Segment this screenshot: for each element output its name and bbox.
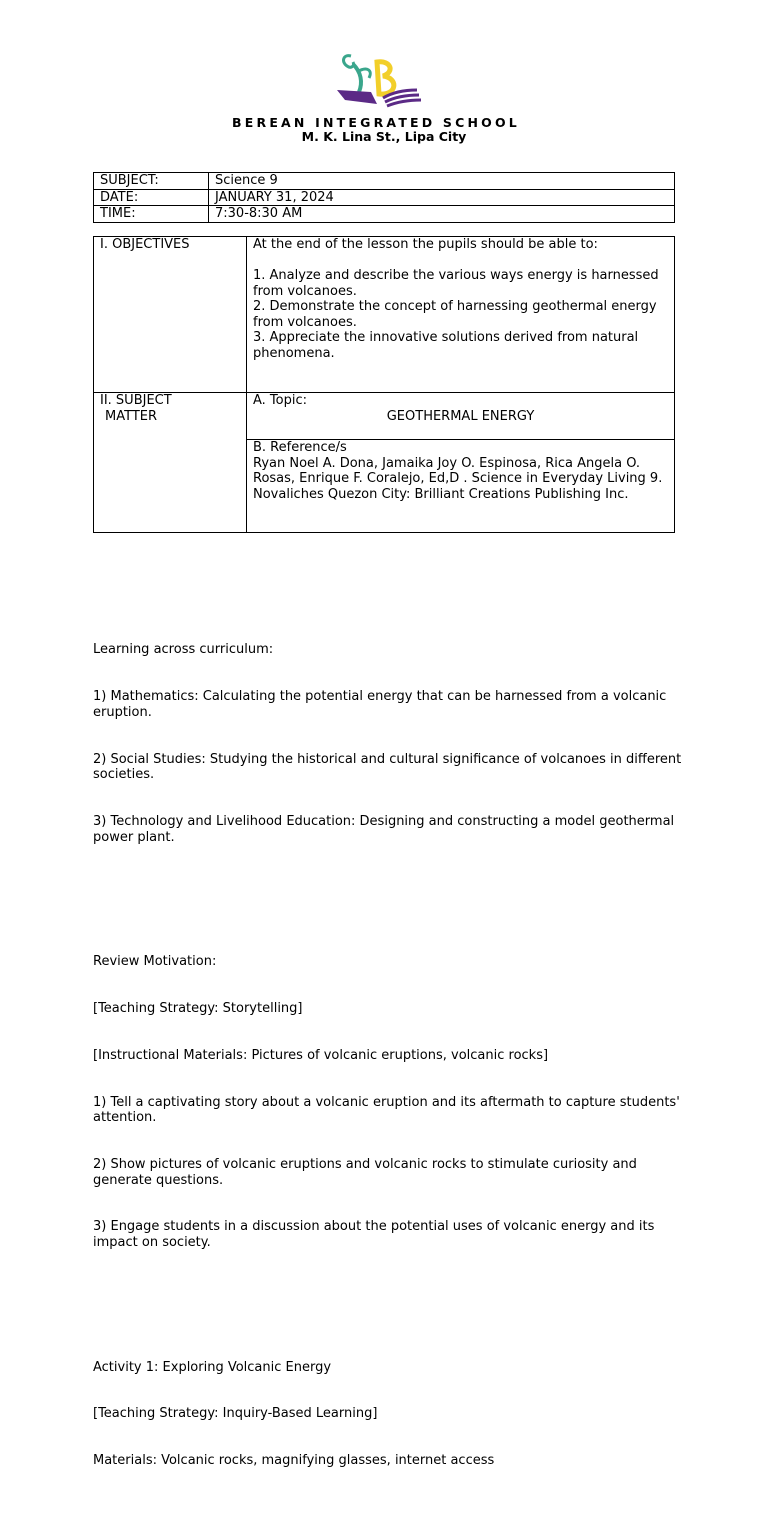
topic-value: GEOTHERMAL ENERGY: [386, 408, 535, 424]
activity-heading: Activity 1: Exploring Volcanic Energy: [93, 1359, 332, 1375]
objective-item: 1. Analyze and describe the various ways energy is harnessed from volcanoes.: [253, 268, 659, 299]
subject-matter-label-line2: MATTER: [105, 408, 157, 424]
school-address: M. K. Lina St., Lipa City: [301, 129, 467, 144]
table-row: [94, 206, 675, 223]
review-heading: Review Motivation:: [93, 954, 217, 970]
objectives-intro: At the end of the lesson the pupils should be able to:: [253, 237, 598, 252]
topic-cell: [247, 393, 675, 440]
activity-materials: Materials: Volcanic rocks, magnifying glasses, internet access: [93, 1453, 495, 1469]
school-logo: [333, 52, 423, 110]
review-strategy: [Teaching Strategy: Storytelling]: [93, 1001, 303, 1017]
objective-item: 3. Appreciate the innovative solutions derived from natural phenomena.: [253, 330, 639, 361]
subject-label: SUBJECT:: [94, 173, 209, 190]
curriculum-heading: Learning across curriculum:: [93, 642, 274, 658]
curriculum-item: 3) Technology and Livelihood Education: Designing and constructing a model geothermal power plant.: [93, 813, 679, 845]
table-row: [94, 237, 675, 393]
curriculum-section: [93, 611, 693, 876]
objectives-cell: [247, 237, 675, 393]
curriculum-item: 1) Mathematics: Calculating the potential energy that can be harnessed from a volcanic eruption.: [93, 689, 671, 720]
review-section: [93, 923, 693, 1282]
school-name: BEREAN INTEGRATED SCHOOL: [232, 115, 520, 130]
reference-label: B. Reference/s: [253, 440, 347, 455]
topic-label: A. Topic:: [253, 393, 308, 408]
review-item: 3) Engage students in a discussion about the potential uses of volcanic energy and its impact on society.: [93, 1219, 659, 1250]
review-item: 2) Show pictures of volcanic eruptions and volcanic rocks to stimulate curiosity and generate questions.: [93, 1156, 642, 1188]
lesson-body: [93, 580, 693, 1531]
subject-matter-label-line1: II. SUBJECT: [100, 393, 172, 408]
subject-matter-label: [94, 393, 247, 533]
activity-section: [93, 1329, 693, 1501]
table-row: [94, 189, 675, 206]
activity-strategy: [Teaching Strategy: Inquiry-Based Learning]: [93, 1406, 378, 1422]
time-label: TIME:: [94, 206, 209, 223]
date-value: JANUARY 31, 2024: [209, 189, 675, 206]
reference-cell: [247, 440, 675, 533]
table-row: [94, 393, 675, 440]
subject-value: Science 9: [209, 173, 675, 190]
review-item: 1) Tell a captivating story about a volcanic eruption and its aftermath to capture students' attention.: [93, 1094, 684, 1126]
review-materials: [Instructional Materials: Pictures of volcanic eruptions, volcanic rocks]: [93, 1047, 549, 1063]
date-label: DATE:: [94, 189, 209, 206]
objectives-label: I. OBJECTIVES: [94, 237, 247, 393]
table-row: [94, 173, 675, 190]
info-table: [93, 172, 675, 223]
time-value: 7:30-8:30 AM: [209, 206, 675, 223]
lesson-table: [93, 236, 675, 533]
curriculum-item: 2) Social Studies: Studying the historical and cultural significance of volcanoes in different societies.: [93, 751, 686, 783]
reference-value: Ryan Noel A. Dona, Jamaika Joy O. Espinosa, Rica Angela O. Rosas, Enrique F. Coralejo, Ed,D . Science in Everyday Living 9. Novaliches Quezon City: Brilliant Creations Publishing Inc.: [253, 455, 663, 502]
objective-item: 2. Demonstrate the concept of harnessing geothermal energy from volcanoes.: [253, 299, 657, 330]
